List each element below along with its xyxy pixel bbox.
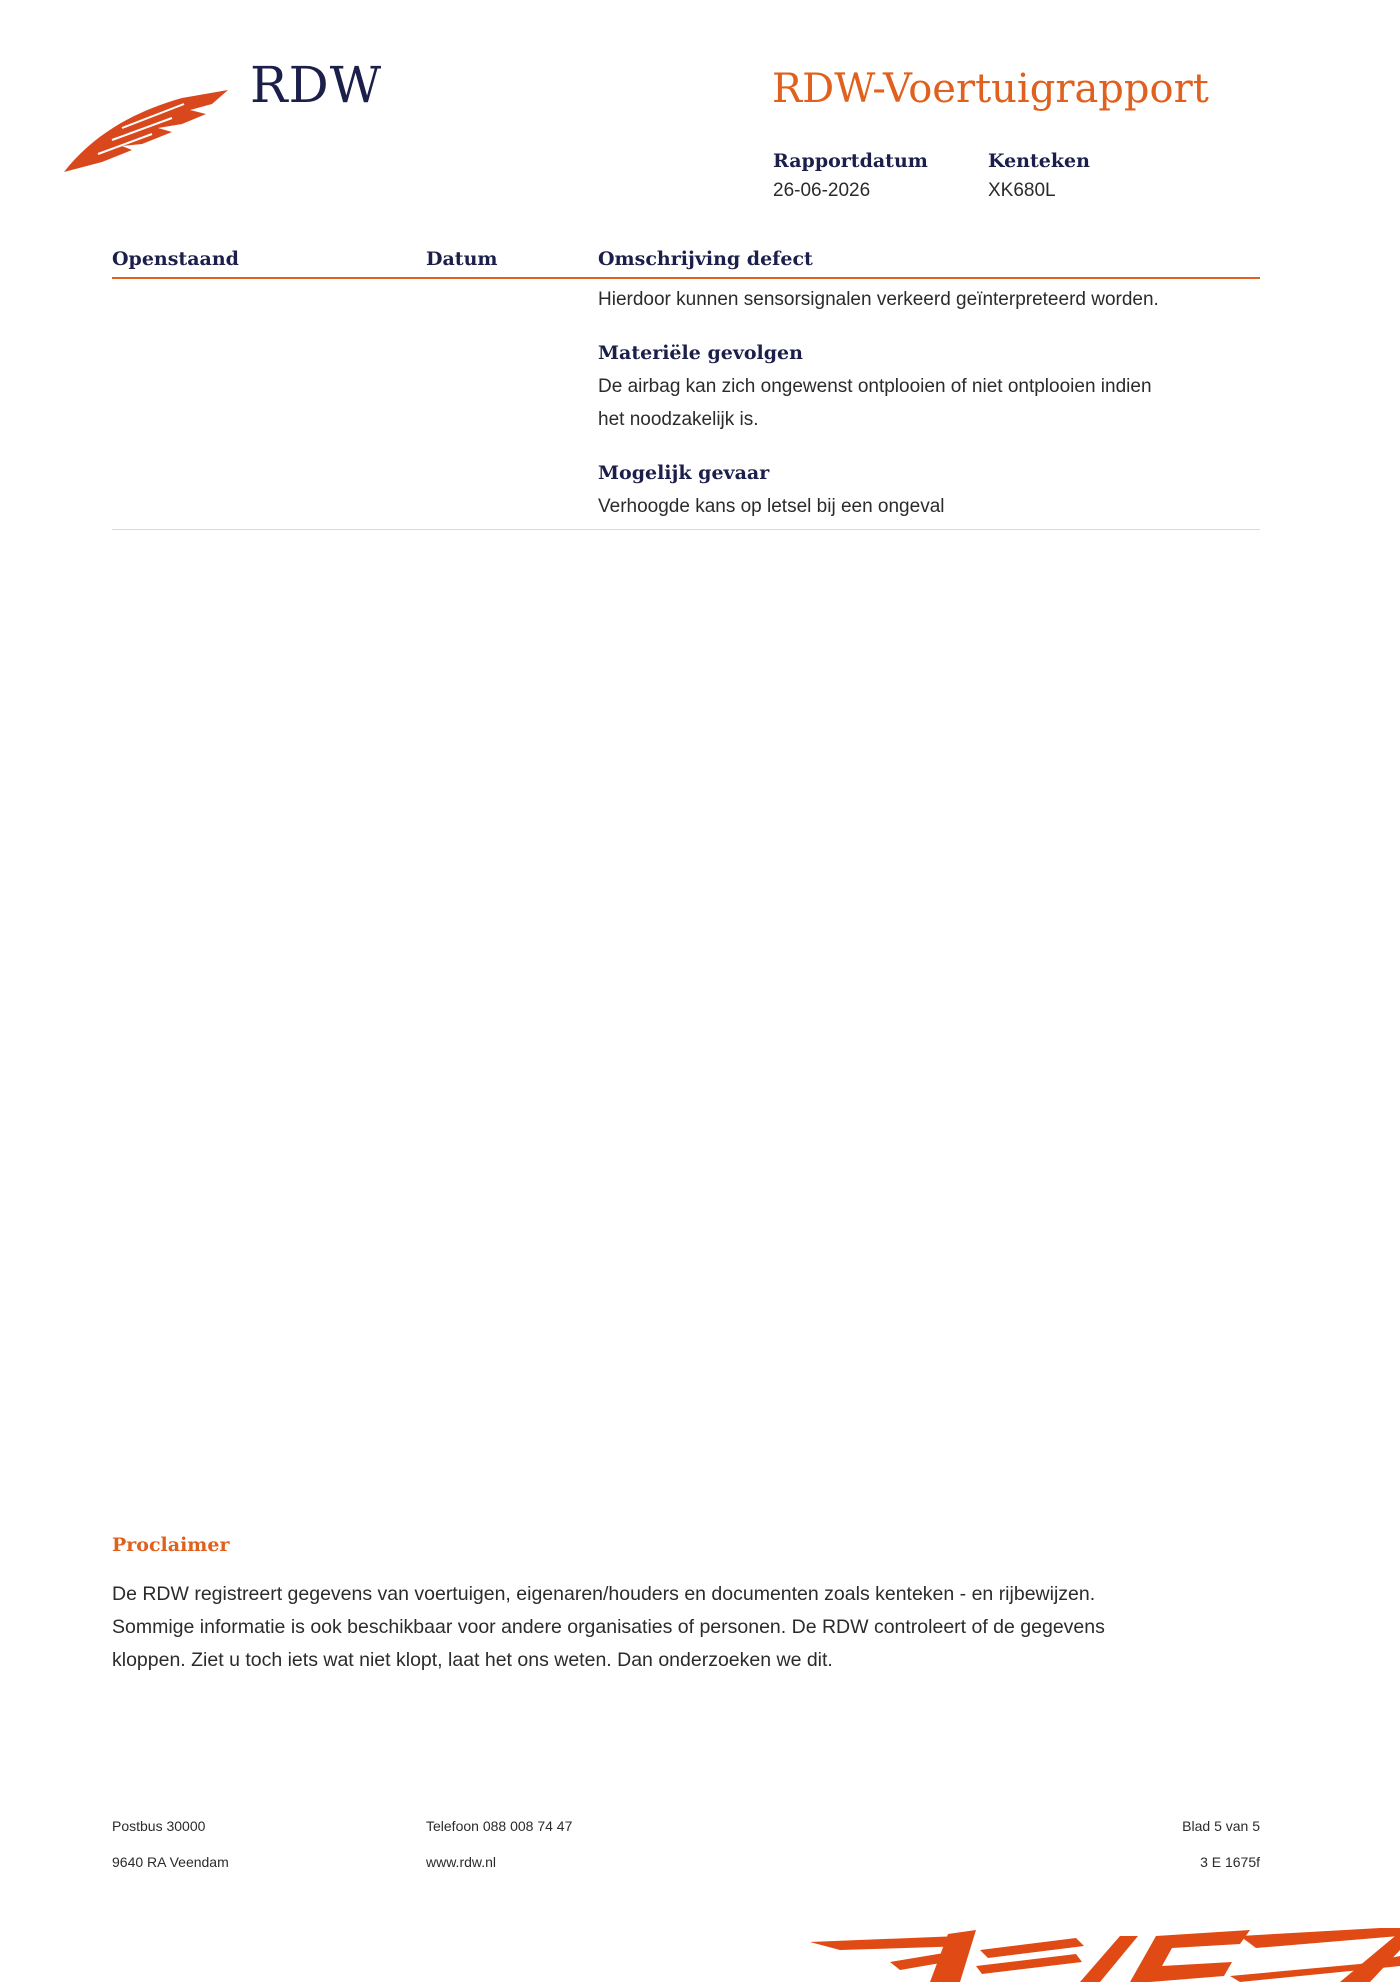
possible-danger-text: Verhoogde kans op letsel bij een ongeval bbox=[598, 496, 945, 517]
report-date bbox=[773, 150, 928, 202]
proclaimer-title: Proclaimer bbox=[112, 1534, 230, 1556]
column-header-date: Datum bbox=[426, 248, 498, 270]
possible-danger-title: Mogelijk gevaar bbox=[598, 462, 770, 484]
footer-document-code: 3 E 1675f bbox=[1200, 1854, 1260, 1870]
material-consequences-title: Materiële gevolgen bbox=[598, 342, 803, 364]
column-header-open: Openstaand bbox=[112, 248, 239, 270]
speed-stripes-icon bbox=[800, 1926, 1400, 1982]
footer-phone: Telefoon 088 008 74 47 bbox=[426, 1818, 573, 1834]
material-consequences-line-1: De airbag kan zich ongewenst ontplooien of niet ontplooien indien bbox=[598, 376, 1152, 397]
report-date-label: Rapportdatum bbox=[773, 150, 928, 172]
footer-address-line-2: 9640 RA Veendam bbox=[112, 1854, 229, 1870]
license-plate bbox=[988, 150, 1090, 202]
proclaimer-line-2: Sommige informatie is ook beschikbaar voor andere organisaties of personen. De RDW controleert of de gegevens bbox=[112, 1616, 1105, 1638]
footer-page-number: Blad 5 van 5 bbox=[1182, 1818, 1260, 1834]
footer-address-line-1: Postbus 30000 bbox=[112, 1818, 206, 1834]
license-plate-value: XK680L bbox=[988, 180, 1056, 201]
row-divider bbox=[112, 529, 1260, 530]
material-consequences-line-2: het noodzakelijk is. bbox=[598, 409, 759, 430]
proclaimer-line-3: kloppen. Ziet u toch iets wat niet klopt, laat het ons weten. Dan onderzoeken we dit. bbox=[112, 1649, 833, 1671]
footer-website-link[interactable]: www.rdw.nl bbox=[426, 1854, 497, 1870]
table-header bbox=[112, 244, 1260, 279]
rdw-logo-icon bbox=[62, 88, 230, 178]
license-plate-label: Kenteken bbox=[988, 150, 1090, 172]
defect-intro: Hierdoor kunnen sensorsignalen verkeerd geïnterpreteerd worden. bbox=[598, 289, 1159, 310]
column-header-description: Omschrijving defect bbox=[598, 248, 813, 270]
proclaimer-text bbox=[112, 1578, 1262, 1677]
table-row bbox=[598, 279, 1238, 529]
report-date-value: 26-06-2026 bbox=[773, 180, 871, 201]
logo-text: RDW bbox=[250, 56, 383, 114]
defects-table bbox=[112, 244, 1260, 530]
proclaimer-line-1: De RDW registreert gegevens van voertuigen, eigenaren/houders en documenten zoals kenteken - en rijbewijzen. bbox=[112, 1583, 1096, 1605]
report-title: RDW-Voertuigrapport bbox=[772, 66, 1209, 112]
